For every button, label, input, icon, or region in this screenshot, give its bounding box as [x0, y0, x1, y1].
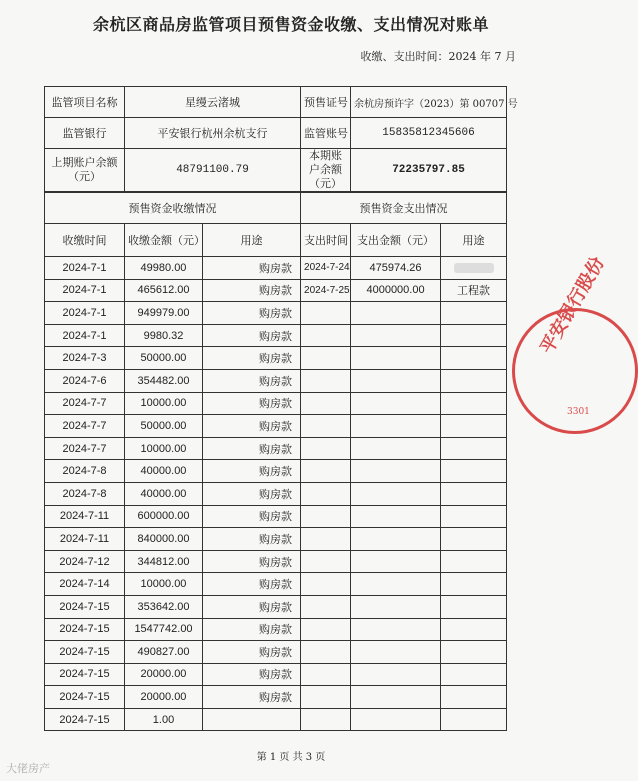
income-amount-cell: 10000.00: [125, 437, 203, 460]
expense-use-cell: [441, 550, 507, 573]
col-expense-date: 支出时间: [301, 224, 351, 257]
watermark-text: 大佬房产: [6, 762, 50, 775]
income-date-cell: 2024-7-1: [45, 324, 125, 347]
expense-date-cell: [301, 369, 351, 392]
income-date-cell: 2024-7-8: [45, 460, 125, 483]
permit-value: 余杭房预许字（2023）第 00707 号: [351, 87, 507, 118]
expense-amount-cell: [351, 618, 441, 641]
expense-use-cell: [441, 573, 507, 596]
income-use-cell: 购房款: [203, 686, 301, 709]
bank-label: 监管银行: [45, 118, 125, 149]
expense-date-cell: [301, 324, 351, 347]
permit-label: 预售证号: [301, 87, 351, 118]
expense-date-cell: [301, 550, 351, 573]
income-date-cell: 2024-7-3: [45, 347, 125, 370]
table-row: [45, 686, 507, 709]
expense-amount-cell: [351, 708, 441, 731]
income-amount-cell: 600000.00: [125, 505, 203, 528]
expense-date-cell: [301, 482, 351, 505]
bank-seal-number: 3301: [567, 407, 590, 417]
income-date-cell: 2024-7-11: [45, 505, 125, 528]
table-row: [45, 618, 507, 641]
income-amount-cell: 20000.00: [125, 663, 203, 686]
table-row: [45, 663, 507, 686]
income-date-cell: 2024-7-15: [45, 618, 125, 641]
col-income-amount: 收缴金额（元）: [125, 224, 203, 257]
income-use-cell: 购房款: [203, 302, 301, 325]
prev-balance-label: 上期账户余额（元）: [45, 149, 125, 192]
income-amount-cell: 1547742.00: [125, 618, 203, 641]
page-footer: 第 1 页 共 3 页: [256, 752, 326, 763]
info-table: [44, 86, 518, 192]
expense-use-cell: [441, 663, 507, 686]
income-date-cell: 2024-7-6: [45, 369, 125, 392]
table-row: [45, 641, 507, 664]
curr-balance-value: 72235797.85: [351, 149, 507, 192]
table-row: [45, 528, 507, 551]
income-use-cell: 购房款: [203, 595, 301, 618]
income-amount-cell: 20000.00: [125, 686, 203, 709]
table-row: [45, 505, 507, 528]
expense-use-cell: [441, 437, 507, 460]
income-use-cell: 购房款: [203, 324, 301, 347]
expense-date-cell: 2024-7-24: [301, 257, 351, 280]
income-use-cell: 购房款: [203, 369, 301, 392]
expense-section-header: 预售资金支出情况: [301, 193, 507, 224]
income-amount-cell: 50000.00: [125, 415, 203, 438]
bank-seal: [512, 253, 638, 434]
project-label: 监管项目名称: [45, 87, 125, 118]
table-row: [45, 415, 507, 438]
project-value: 星缦云渚城: [125, 87, 301, 118]
expense-use-cell: [441, 595, 507, 618]
statement-sheet: [44, 86, 518, 731]
table-row: [45, 279, 507, 302]
expense-use-cell: [441, 324, 507, 347]
expense-use-cell: [441, 257, 507, 280]
income-date-cell: 2024-7-1: [45, 302, 125, 325]
income-date-cell: 2024-7-15: [45, 708, 125, 731]
income-use-cell: 购房款: [203, 573, 301, 596]
income-amount-cell: 40000.00: [125, 460, 203, 483]
income-use-cell: 购房款: [203, 550, 301, 573]
income-date-cell: 2024-7-11: [45, 528, 125, 551]
expense-amount-cell: [351, 663, 441, 686]
expense-date-cell: [301, 437, 351, 460]
income-amount-cell: 353642.00: [125, 595, 203, 618]
expense-amount-cell: [351, 595, 441, 618]
income-use-cell: 购房款: [203, 347, 301, 370]
expense-use-cell: 工程款: [441, 279, 507, 302]
expense-amount-cell: [351, 302, 441, 325]
table-row: [45, 369, 507, 392]
income-amount-cell: 10000.00: [125, 573, 203, 596]
expense-date-cell: [301, 663, 351, 686]
expense-date-cell: [301, 505, 351, 528]
income-amount-cell: 344812.00: [125, 550, 203, 573]
ledger-body: [45, 257, 507, 731]
expense-date-cell: [301, 460, 351, 483]
table-row: [45, 550, 507, 573]
table-row: [45, 595, 507, 618]
expense-amount-cell: [351, 550, 441, 573]
table-row: [45, 324, 507, 347]
expense-date-cell: [301, 686, 351, 709]
income-date-cell: 2024-7-15: [45, 641, 125, 664]
expense-use-cell: [441, 708, 507, 731]
expense-amount-cell: [351, 437, 441, 460]
income-date-cell: 2024-7-1: [45, 257, 125, 280]
table-row: [45, 347, 507, 370]
table-row: [45, 460, 507, 483]
income-date-cell: 2024-7-1: [45, 279, 125, 302]
expense-amount-cell: [351, 415, 441, 438]
expense-use-cell: [441, 302, 507, 325]
bank-value: 平安银行杭州余杭支行: [125, 118, 301, 149]
expense-use-cell: [441, 641, 507, 664]
income-use-cell: 购房款: [203, 528, 301, 551]
income-date-cell: 2024-7-15: [45, 686, 125, 709]
expense-amount-cell: 4000000.00: [351, 279, 441, 302]
table-row: [45, 437, 507, 460]
expense-date-cell: [301, 347, 351, 370]
table-row: [45, 257, 507, 280]
expense-amount-cell: [351, 686, 441, 709]
income-date-cell: 2024-7-7: [45, 415, 125, 438]
expense-amount-cell: [351, 347, 441, 370]
income-amount-cell: 490827.00: [125, 641, 203, 664]
income-amount-cell: 840000.00: [125, 528, 203, 551]
expense-use-cell: [441, 347, 507, 370]
expense-amount-cell: [351, 573, 441, 596]
income-amount-cell: 1.00: [125, 708, 203, 731]
expense-date-cell: [301, 415, 351, 438]
expense-amount-cell: [351, 324, 441, 347]
document-title: 余杭区商品房监管项目预售资金收缴、支出情况对账单: [92, 15, 489, 34]
table-row: [45, 392, 507, 415]
income-amount-cell: 10000.00: [125, 392, 203, 415]
income-use-cell: 购房款: [203, 482, 301, 505]
expense-date-cell: [301, 392, 351, 415]
expense-use-cell: [441, 618, 507, 641]
col-income-use: 用途: [203, 224, 301, 257]
income-amount-cell: 49980.00: [125, 257, 203, 280]
col-expense-use: 用途: [441, 224, 507, 257]
expense-amount-cell: [351, 460, 441, 483]
income-amount-cell: 9980.32: [125, 324, 203, 347]
expense-use-cell: [441, 482, 507, 505]
income-use-cell: 购房款: [203, 392, 301, 415]
expense-amount-cell: 475974.26: [351, 257, 441, 280]
expense-date-cell: 2024-7-25: [301, 279, 351, 302]
income-date-cell: 2024-7-8: [45, 482, 125, 505]
table-row: [45, 302, 507, 325]
income-section-header: 预售资金收缴情况: [45, 193, 301, 224]
income-use-cell: 购房款: [203, 618, 301, 641]
income-use-cell: 购房款: [203, 663, 301, 686]
account-label: 监管账号: [301, 118, 351, 149]
income-amount-cell: 50000.00: [125, 347, 203, 370]
income-date-cell: 2024-7-7: [45, 437, 125, 460]
income-use-cell: 购房款: [203, 505, 301, 528]
expense-date-cell: [301, 528, 351, 551]
income-date-cell: 2024-7-15: [45, 595, 125, 618]
table-row: [45, 573, 507, 596]
expense-use-cell: [441, 686, 507, 709]
expense-amount-cell: [351, 482, 441, 505]
expense-amount-cell: [351, 392, 441, 415]
income-date-cell: 2024-7-15: [45, 663, 125, 686]
income-use-cell: 购房款: [203, 415, 301, 438]
income-use-cell: 购房款: [203, 279, 301, 302]
income-date-cell: 2024-7-12: [45, 550, 125, 573]
income-use-cell: 购房款: [203, 641, 301, 664]
income-use-cell: 购房款: [203, 437, 301, 460]
prev-balance-value: 48791100.79: [125, 149, 301, 192]
expense-amount-cell: [351, 641, 441, 664]
income-amount-cell: 949979.00: [125, 302, 203, 325]
income-amount-cell: 40000.00: [125, 482, 203, 505]
expense-amount-cell: [351, 369, 441, 392]
account-value: 15835812345606: [351, 118, 507, 149]
income-use-cell: [203, 708, 301, 731]
income-use-cell: 购房款: [203, 460, 301, 483]
table-row: [45, 482, 507, 505]
expense-use-cell: [441, 460, 507, 483]
col-expense-amount: 支出金额（元）: [351, 224, 441, 257]
expense-use-cell: [441, 392, 507, 415]
income-date-cell: 2024-7-14: [45, 573, 125, 596]
income-amount-cell: 465612.00: [125, 279, 203, 302]
ledger-table: [44, 192, 507, 731]
expense-use-cell: [441, 528, 507, 551]
table-row: [45, 708, 507, 731]
col-income-date: 收缴时间: [45, 224, 125, 257]
redacted-mark: [454, 263, 494, 273]
income-date-cell: 2024-7-7: [45, 392, 125, 415]
expense-date-cell: [301, 573, 351, 596]
expense-amount-cell: [351, 505, 441, 528]
bank-seal-text: 平安银行股份: [536, 253, 609, 358]
expense-use-cell: [441, 415, 507, 438]
period-line: 收缴、支出时间：2024 年 7 月: [360, 50, 516, 63]
curr-balance-label: 本期账户余额（元）: [301, 149, 351, 192]
income-use-cell: 购房款: [203, 257, 301, 280]
expense-amount-cell: [351, 528, 441, 551]
expense-date-cell: [301, 302, 351, 325]
expense-date-cell: [301, 708, 351, 731]
expense-date-cell: [301, 618, 351, 641]
expense-date-cell: [301, 641, 351, 664]
expense-use-cell: [441, 505, 507, 528]
expense-use-cell: [441, 369, 507, 392]
expense-date-cell: [301, 595, 351, 618]
income-amount-cell: 354482.00: [125, 369, 203, 392]
